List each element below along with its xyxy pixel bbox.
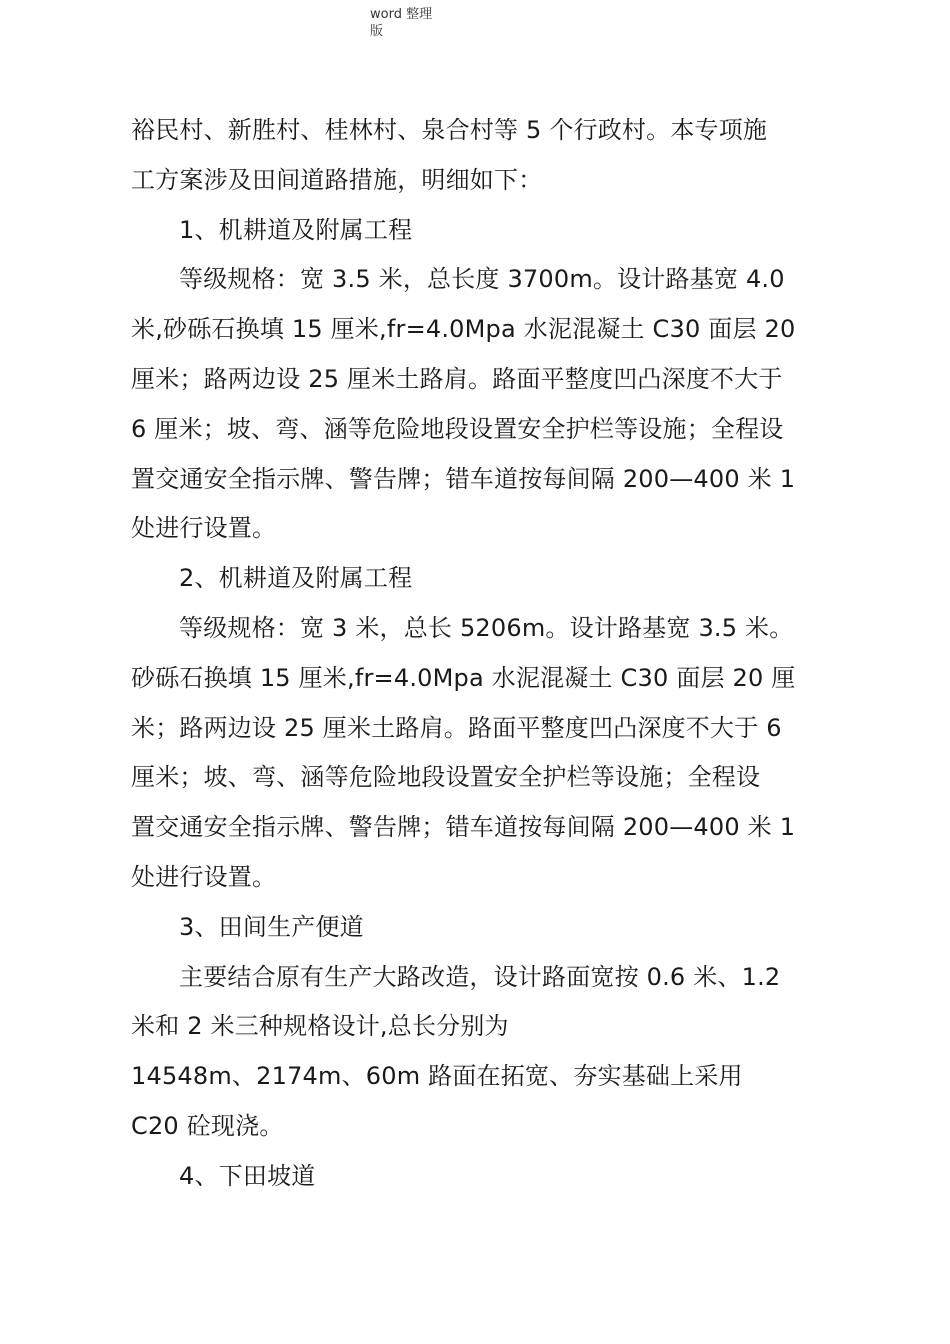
document-body: [131, 106, 821, 1202]
text-line: 1、机耕道及附属工程: [179, 215, 413, 244]
paragraph: [131, 1152, 821, 1202]
text-line: 主要结合原有生产大路改造，设计路面宽按 0.6 米、1.2: [179, 962, 781, 991]
text-line: 处进行设置。: [131, 862, 277, 891]
text-line: 3、田间生产便道: [179, 912, 364, 941]
paragraph: [131, 604, 821, 903]
text-line: 处进行设置。: [131, 514, 277, 543]
text-line: 2、机耕道及附属工程: [179, 564, 413, 593]
paragraph: [131, 255, 821, 554]
text-line: 工方案涉及田间道路措施，明细如下：: [131, 165, 543, 194]
text-line: 厘米；坡、弯、涵等危险地段设置安全护栏等设施；全程设: [131, 763, 761, 792]
text-line: 置交通安全指示牌、警告牌；错车道按每间隔 200—400 米 1: [131, 813, 796, 842]
text-line: 4、下田坡道: [179, 1161, 316, 1190]
text-line: 米,砂砾石换填 15 厘米,fr=4.0Mpa 水泥混凝土 C30 面层 20: [131, 315, 796, 344]
text-line: 14548m、2174m、60m 路面在拓宽、夯实基础上采用: [131, 1062, 743, 1091]
text-line: 等级规格：宽 3 米，总长 5206m。设计路基宽 3.5 米。: [179, 613, 794, 642]
text-line: C20 砼现浇。: [131, 1111, 284, 1140]
paragraph: [131, 554, 821, 604]
text-line: 6 厘米；坡、弯、涵等危险地段设置安全护栏等设施；全程设: [131, 414, 784, 443]
paragraph: [131, 953, 821, 1152]
text-line: 砂砾石换填 15 厘米,fr=4.0Mpa 水泥混凝土 C30 面层 20 厘: [131, 663, 796, 692]
paragraph: [131, 206, 821, 256]
header-note: word 整理版: [370, 7, 433, 39]
text-line: 置交通安全指示牌、警告牌；错车道按每间隔 200—400 米 1: [131, 464, 796, 493]
text-line: 米和 2 米三种规格设计,总长分别为: [131, 1012, 509, 1041]
text-line: 裕民村、新胜村、桂林村、泉合村等 5 个行政村。本专项施: [131, 116, 768, 144]
text-line: 米；路两边设 25 厘米土路肩。路面平整度凹凸深度不大于 6: [131, 713, 782, 742]
paragraph: [131, 106, 821, 206]
text-line: 等级规格：宽 3.5 米，总长度 3700m。设计路基宽 4.0: [179, 265, 785, 294]
paragraph: [131, 903, 821, 953]
text-line: 厘米；路两边设 25 厘米土路肩。路面平整度凹凸深度不大于: [131, 364, 783, 393]
